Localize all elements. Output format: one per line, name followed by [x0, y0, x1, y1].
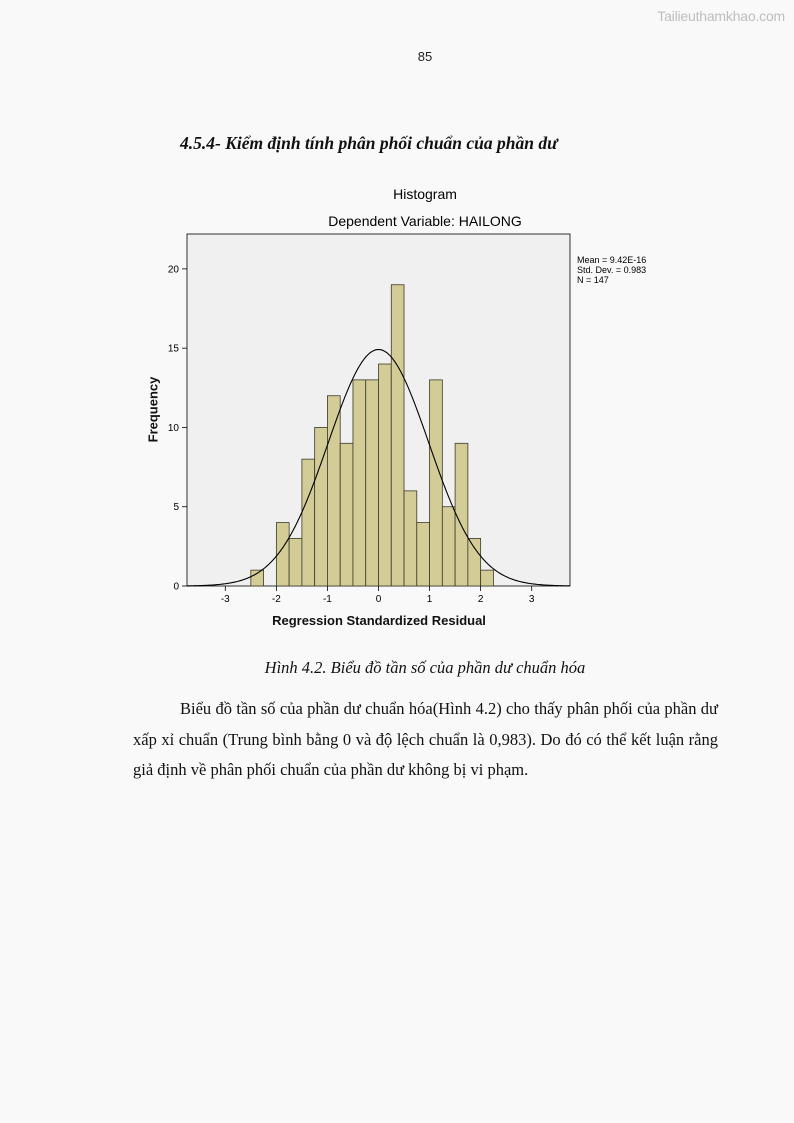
stats-mean: Mean = 9.42E-16 — [577, 255, 647, 265]
histogram-bar — [430, 380, 443, 586]
histogram-bar — [455, 443, 468, 586]
stats-n: N = 147 — [577, 275, 609, 285]
y-tick-label: 10 — [167, 422, 179, 434]
figure-caption: Hình 4.2. Biểu đồ tần số của phần dư chuẩn hóa — [264, 658, 586, 677]
histogram-bar — [289, 538, 302, 586]
histogram-bar — [417, 523, 430, 586]
chart-subtitle: Dependent Variable: HAILONG — [328, 213, 522, 229]
histogram-bar — [366, 380, 379, 586]
x-tick-label: -1 — [322, 594, 332, 605]
histogram-bar — [468, 538, 481, 586]
section-heading: 4.5.4- Kiểm định tính phân phối chuẩn của phần dư — [180, 133, 558, 153]
stats-std-dev: Std. Dev. = 0.983 — [577, 265, 647, 275]
body-paragraph: Biểu đồ tần số của phần dư chuẩn hóa(Hình 4.2) cho thấy phân phối của phần dư xấp xỉ chuẩn (Trung bình bằng 0 và độ lệch chuẩn là 0,983). Do đó có thể kết luận rằng giả định về phân phối chuẩn của phần dư không bị vi phạm. — [133, 699, 718, 779]
x-tick-label: -3 — [220, 594, 230, 605]
y-tick-label: 0 — [173, 581, 179, 593]
x-axis-ticks — [221, 586, 535, 605]
x-tick-label: 0 — [375, 594, 382, 605]
x-tick-label: -2 — [271, 594, 281, 605]
y-tick-label: 5 — [173, 502, 179, 514]
histogram-bar — [379, 364, 392, 586]
histogram-bar — [340, 443, 353, 586]
x-tick-label: 3 — [528, 594, 535, 605]
stats-legend — [577, 255, 646, 285]
watermark: Tailieuthamkhao.com — [657, 8, 785, 24]
chart-title: Histogram — [393, 186, 457, 202]
histogram-bar — [327, 396, 340, 586]
y-tick-label: 15 — [167, 343, 179, 355]
histogram-bar — [404, 491, 417, 586]
histogram-bar — [481, 570, 494, 586]
page-number: 85 — [417, 49, 433, 64]
y-tick-label: 20 — [167, 264, 179, 276]
histogram-bar — [251, 570, 264, 586]
histogram-bar — [302, 459, 315, 586]
histogram-bar — [391, 285, 404, 586]
histogram-bar — [353, 380, 366, 586]
y-axis-ticks — [168, 264, 187, 592]
x-tick-label: 1 — [426, 594, 433, 605]
x-tick-label: 2 — [477, 594, 484, 605]
y-axis-label: Frequency — [145, 376, 161, 443]
histogram-bar — [442, 507, 455, 586]
x-axis-label: Regression Standardized Residual — [272, 613, 486, 628]
